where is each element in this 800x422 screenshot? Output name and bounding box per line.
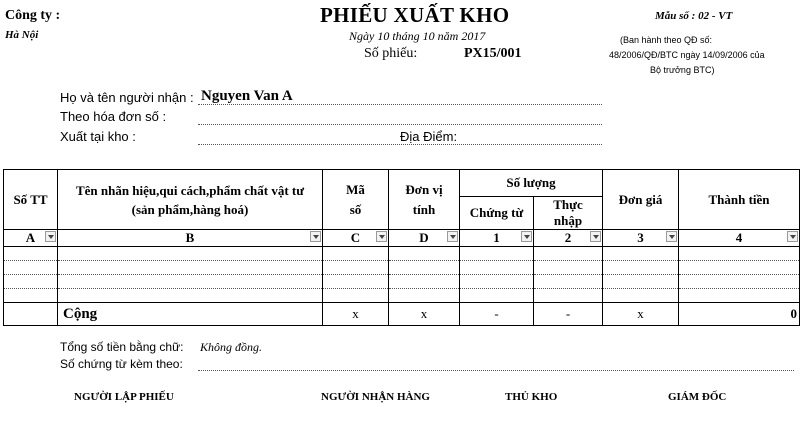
signature-creator: NGƯỜI LẬP PHIẾU [74,391,174,403]
header-quantity: Số lượng [460,170,603,197]
column-code-4: 4 [735,230,743,245]
total-label: Cộng [58,303,323,326]
column-code-2: 2 [564,230,572,245]
company-label: Công ty : [5,8,61,23]
filter-cell-2 [534,230,603,247]
filter-cell-1 [460,230,534,247]
amount-in-words-label: Tổng số tiền bằng chữ: [60,340,184,354]
filter-dropdown-icon[interactable] [310,231,321,242]
signature-storekeeper: THỦ KHO [505,391,558,403]
invoice-label: Theo hóa đơn số : [60,109,167,124]
column-code-b: B [185,230,195,245]
regulation-note-2: 48/2006/QĐ/BTC ngày 14/09/2006 của [609,50,765,60]
table-row[interactable] [4,247,800,261]
filter-dropdown-icon[interactable] [45,231,56,242]
column-code-d: D [419,230,429,245]
amount-in-words-value: Không đồng. [200,340,263,354]
filter-cell-a [4,230,58,247]
table-row[interactable] [4,261,800,275]
column-code-c: C [350,230,361,245]
header-qty-document: Chứng từ [460,197,534,230]
header-code: Mã số [323,170,389,230]
total-code: x [323,303,389,326]
column-code-1: 1 [493,230,500,245]
total-unit: x [389,303,460,326]
filter-dropdown-icon[interactable] [376,231,387,242]
filter-dropdown-icon[interactable] [521,231,532,242]
total-unit-price: x [603,303,679,326]
total-row [4,303,800,326]
filter-dropdown-icon[interactable] [666,231,677,242]
total-amount: 0 [679,303,800,326]
header-amount: Thành tiền [679,170,800,230]
header-item-name: Tên nhãn hiệu,qui cách,phẩm chất vật tư (sản phẩm,hàng hoá) [58,170,323,230]
warehouse-label: Xuất tại kho : [60,129,136,144]
attachments-dotted-line[interactable] [198,370,794,371]
filter-dropdown-icon[interactable] [787,231,798,242]
receiver-value[interactable]: Nguyen Van A [201,88,293,104]
column-code-a: A [25,230,36,245]
warehouse-dotted-line[interactable] [198,144,602,145]
document-date: Ngày 10 tháng 10 năm 2017 [349,29,486,43]
signature-director: GIÁM ĐỐC [668,391,727,403]
regulation-note-3: Bộ trưởng BTC) [650,65,715,75]
total-qty-actual: - [534,303,603,326]
document-number-label: Số phiếu: [364,46,418,61]
page-title: PHIẾU XUẤT KHO [320,3,510,27]
filter-cell-3 [603,230,679,247]
header-qty-actual: Thực nhập [534,197,603,230]
invoice-dotted-line[interactable] [198,124,602,125]
receiver-dotted-line [198,104,602,105]
table-row[interactable] [4,275,800,289]
header-unit-price: Đơn giá [603,170,679,230]
filter-cell-b [58,230,323,247]
filter-cell-4 [679,230,800,247]
regulation-note-1: (Ban hành theo QĐ số: [620,35,713,45]
header-unit: Đơn vị tính [389,170,460,230]
filter-dropdown-icon[interactable] [590,231,601,242]
location-label: Địa Điểm: [400,129,458,144]
table-row[interactable] [4,289,800,303]
header-stt: Số TT [4,170,58,230]
items-table [3,169,800,326]
city-label: Hà Nội [5,29,39,41]
column-code-3: 3 [637,230,644,245]
filter-cell-d [389,230,460,247]
form-code: Mẫu số : 02 - VT [655,10,733,22]
document-number-value: PX15/001 [464,46,522,61]
receiver-label: Họ và tên người nhận : [60,90,194,105]
signature-receiver: NGƯỜI NHẬN HÀNG [321,391,430,403]
total-qty-document: - [460,303,534,326]
filter-dropdown-icon[interactable] [447,231,458,242]
attachments-label: Số chứng từ kèm theo: [60,357,183,371]
filter-cell-c [323,230,389,247]
